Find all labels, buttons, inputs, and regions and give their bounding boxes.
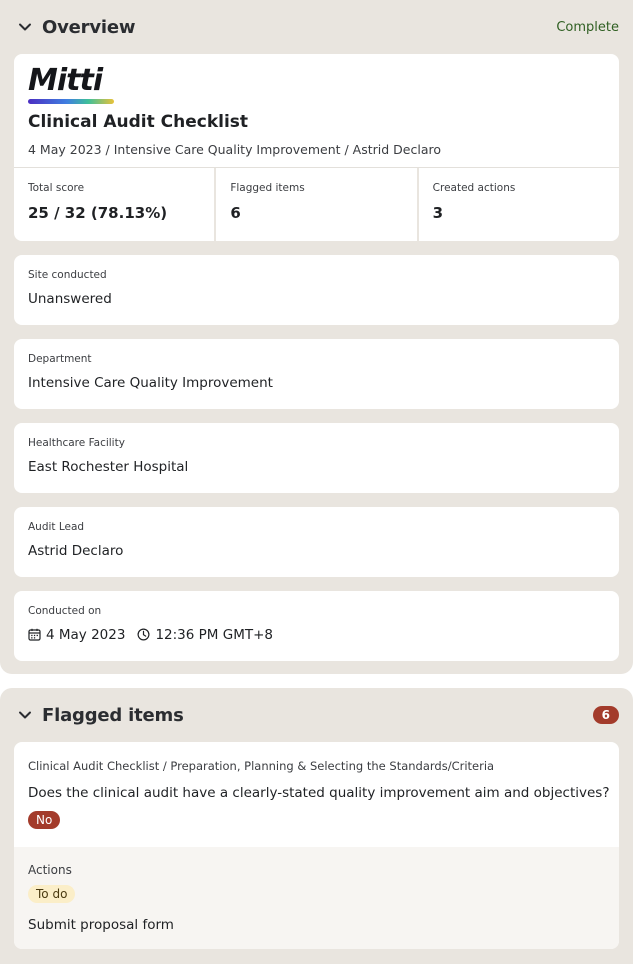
stat-flagged-items[interactable] (216, 168, 418, 241)
overview-header[interactable] (0, 0, 633, 54)
field-conducted-on (14, 591, 619, 661)
field-label: Healthcare Facility (28, 437, 125, 449)
flagged-question: Does the clinical audit have a clearly-stated quality improvement aim and objectives? (28, 785, 610, 801)
stat-label: Flagged items (230, 182, 305, 194)
report-header-card (14, 54, 619, 241)
conducted-time: 12:36 PM GMT+8 (155, 627, 273, 643)
stat-label: Created actions (432, 182, 516, 194)
stat-value: 25 / 32 (78.13%) (28, 204, 168, 222)
page-title: Clinical Audit Checklist (28, 112, 249, 132)
field-value: Unanswered (28, 291, 112, 307)
logo-swoosh (28, 99, 114, 104)
chevron-down-icon[interactable] (16, 18, 34, 36)
calendar-icon (28, 628, 42, 642)
flagged-count-badge: 6 (593, 706, 619, 724)
field-healthcare-facility (14, 423, 619, 493)
field-site-conducted (14, 255, 619, 325)
conducted-datetime (28, 627, 605, 643)
stat-value: 3 (432, 204, 444, 222)
company-logo (28, 63, 120, 106)
flagged-items-title: Flagged items (42, 704, 184, 726)
flagged-item-path: Clinical Audit Checklist / Preparation, Planning & Selecting the Standards/Criteria (28, 759, 495, 773)
action-status-badge: To do (28, 885, 75, 903)
report-meta: 4 May 2023 / Intensive Care Quality Improvement / Astrid Declaro (28, 142, 442, 157)
stat-value: 6 (230, 204, 241, 222)
stat-label: Total score (28, 182, 85, 194)
clock-icon (137, 628, 151, 642)
field-department (14, 339, 619, 409)
field-label: Site conducted (28, 269, 107, 281)
stats-row (14, 167, 619, 241)
field-audit-lead (14, 507, 619, 577)
flagged-item-card[interactable] (14, 742, 619, 949)
conducted-date: 4 May 2023 (46, 627, 126, 643)
logo-wordmark: Mitti (28, 63, 103, 98)
answer-badge: No (28, 811, 60, 829)
actions-area[interactable] (14, 847, 619, 949)
chevron-down-icon[interactable] (16, 706, 34, 724)
flagged-items-section (0, 688, 633, 964)
stat-total-score (14, 168, 216, 241)
status-text: Complete (556, 19, 619, 35)
field-value: Intensive Care Quality Improvement (28, 375, 273, 391)
actions-label: Actions (28, 863, 72, 877)
stat-created-actions[interactable] (419, 168, 619, 241)
overview-title: Overview (42, 16, 136, 38)
flagged-items-header[interactable] (0, 688, 633, 742)
field-label: Conducted on (28, 605, 102, 617)
field-label: Audit Lead (28, 521, 85, 533)
field-value: East Rochester Hospital (28, 459, 189, 475)
field-value: Astrid Declaro (28, 543, 124, 559)
field-label: Department (28, 353, 92, 365)
action-title[interactable]: Submit proposal form (28, 917, 174, 933)
